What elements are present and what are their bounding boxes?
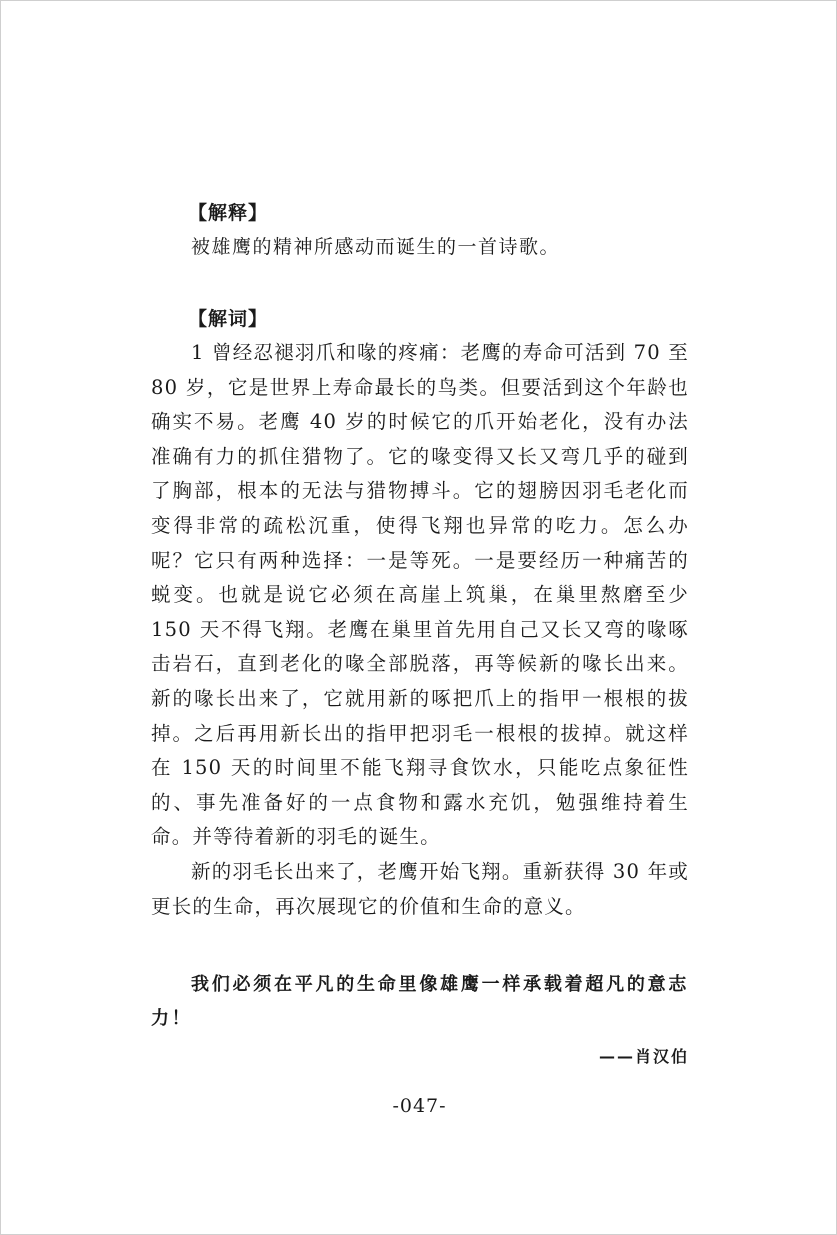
quote-text: 我们必须在平凡的生命里像雄鹰一样承载着超凡的意志力！ [151,974,689,1030]
page-number: -047- [392,1095,447,1117]
explanation-text: 被雄鹰的精神所感动而诞生的一首诗歌。 [191,236,561,258]
glossary-paragraph-2: 新的羽毛长出来了，老鹰开始飞翔。重新获得 30 年或更长的生命，再次展现它的价值和生命的意义。 [151,859,689,918]
quote-block [151,968,689,1074]
quote-author: ——肖汉伯 [598,1047,689,1067]
glossary-paragraph-1: 1 曾经忍褪羽爪和喙的疼痛：老鹰的寿命可活到 70 至 80 岁，它是世界上寿命最长的鸟类。但要活到这个年龄也确实不易。老鹰 40 岁的时候它的爪开始老化，没有办法准确有力的抓住猎物了。它的喙变得又长又弯几乎的碰到了胸部，根本的无法与猎物搏斗。它的翅膀因羽毛老化而变得非常的疏松沉重，使得飞翔也异常的吃力。怎么办呢？它只有两种选择：一是等死。一是要经历一种痛苦的蜕变。也就是说它必须在高崖上筑巢，在巢里熬磨至少 150 天不得飞翔。老鹰在巢里首先用自己又长又弯的喙啄击岩石，直到老化的喙全部脱落，再等候新的喙长出来。新的喙长出来了，它就用新的啄把爪上的指甲一根根的拔掉。之后再用新长出的指甲把羽毛一根根的拔掉。就这样在 150 天的时间里不能飞翔寻食饮水，只能吃点象征性的、事先准备好的一点食物和露水充饥，勉强维持着生命。并等待着新的羽毛的诞生。 [151,341,689,849]
section-gap [151,264,689,302]
glossary-heading: 【解词】 [188,308,269,330]
explanation-heading: 【解释】 [188,202,269,224]
page-content [151,196,689,1074]
